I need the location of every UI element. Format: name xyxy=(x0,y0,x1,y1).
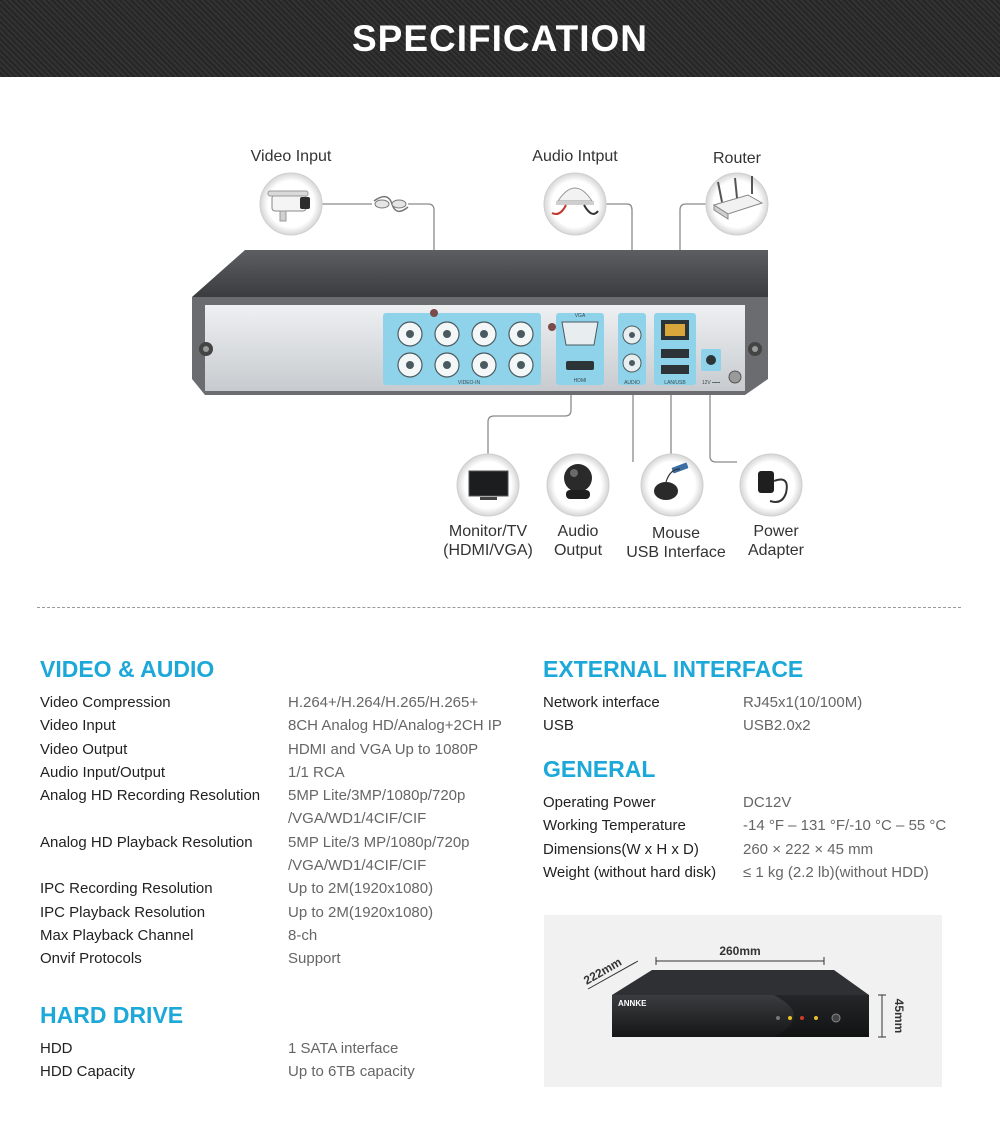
power-label-line1: Power xyxy=(753,523,799,540)
spec-row xyxy=(543,691,963,714)
spec-row xyxy=(543,814,963,837)
external-interface-spec-list xyxy=(543,691,963,738)
camera-icon xyxy=(260,173,322,235)
spec-key: IPC Playback Resolution xyxy=(40,903,206,921)
spec-key: HDD xyxy=(40,1040,73,1057)
audio-output-label xyxy=(533,522,623,560)
audio-port-label: AUDIO xyxy=(624,380,640,386)
section-divider xyxy=(37,607,961,608)
spec-row xyxy=(40,784,520,831)
general-title: GENERAL xyxy=(543,756,656,782)
page-title: SPECIFICATION xyxy=(352,17,648,59)
spec-key: Video Input xyxy=(40,717,116,735)
audio-input-label: Audio Intput xyxy=(532,148,618,165)
spec-key: Network interface xyxy=(543,694,660,711)
video-audio-title: VIDEO & AUDIO xyxy=(40,656,215,682)
spec-value: RJ45x1(10/100M) xyxy=(743,694,863,711)
spec-value: 8CH Analog HD/Analog+2CH IP xyxy=(288,717,502,735)
spec-value: 5MP Lite/3MP/1080p/720p /VGA/WD1/4CIF/CIF xyxy=(288,787,466,828)
spec-row xyxy=(40,901,520,924)
spec-row xyxy=(40,714,520,737)
spec-key: HDD Capacity xyxy=(40,1063,136,1081)
connection-diagram xyxy=(0,77,1000,597)
spec-row xyxy=(543,838,963,861)
spec-value: Up to 2M(1920x1080) xyxy=(288,880,434,898)
spec-row xyxy=(40,761,520,784)
spec-key: IPC Recording Resolution xyxy=(40,880,213,898)
spec-value: -14 °F – 131 °F/-10 °C – 55 °C xyxy=(743,817,947,835)
spec-key: Weight (without hard disk) xyxy=(543,863,717,881)
power-label xyxy=(731,522,821,560)
speaker-icon xyxy=(547,454,609,516)
spec-row xyxy=(40,924,520,947)
mouse-label-line1: Mouse xyxy=(651,525,701,542)
audio-output-label-line2: Output xyxy=(553,542,603,559)
brand-logo: ANNKE xyxy=(618,999,647,1008)
spec-key: Onvif Protocols xyxy=(40,950,142,968)
dvr-rear-view xyxy=(192,250,768,395)
spec-value: ≤ 1 kg (2.2 lb)(without HDD) xyxy=(743,863,929,881)
spec-row xyxy=(40,877,520,900)
depth-dimension-label: 222mm xyxy=(581,954,625,988)
microphone-icon xyxy=(544,173,606,235)
power-adapter-icon xyxy=(740,454,802,516)
hdmi-port-label: HDMI xyxy=(573,378,587,384)
spec-key: Analog HD Playback Resolution xyxy=(40,833,253,851)
spec-row xyxy=(40,691,520,714)
audio-output-label-line1: Audio xyxy=(557,523,599,540)
spec-key: Max Playback Channel xyxy=(40,926,194,944)
vga-port-label: VGA xyxy=(574,313,586,319)
spec-key: Analog HD Recording Resolution xyxy=(40,787,261,805)
spec-value: 5MP Lite/3 MP/1080p/720p /VGA/WD1/4CIF/CIF xyxy=(288,833,470,875)
spec-value: USB2.0x2 xyxy=(743,717,811,735)
spec-value: 260 × 222 × 45 mm xyxy=(743,840,874,858)
spec-key: Video Output xyxy=(40,740,128,758)
video-audio-spec-list xyxy=(40,691,520,971)
spec-key: Video Compression xyxy=(40,694,171,711)
spec-row xyxy=(40,1037,520,1060)
spec-row xyxy=(543,791,963,814)
power-label-line2: Adapter xyxy=(747,542,805,559)
spec-value: 8-ch xyxy=(288,926,318,944)
spec-value: Support xyxy=(288,950,341,968)
general-spec-list xyxy=(543,791,963,884)
external-interface-title: EXTERNAL INTERFACE xyxy=(543,656,804,682)
spec-row xyxy=(40,1060,520,1083)
spec-row xyxy=(543,714,963,737)
video-input-label: Video Input xyxy=(250,148,332,165)
spec-value: HDMI and VGA Up to 1080P xyxy=(288,740,479,758)
spec-key: Working Temperature xyxy=(543,817,686,835)
spec-value: DC12V xyxy=(743,794,792,811)
mouse-label xyxy=(611,524,741,562)
dvr-front-illustration xyxy=(544,915,942,1087)
spec-row xyxy=(40,947,520,970)
router-label: Router xyxy=(712,150,762,167)
spec-key: Operating Power xyxy=(543,794,656,811)
spec-value: 1 SATA interface xyxy=(288,1040,399,1057)
lan-usb-port-label: LAN/USB xyxy=(664,380,686,386)
spec-value: Up to 2M(1920x1080) xyxy=(288,903,434,921)
hard-drive-title: HARD DRIVE xyxy=(40,1002,184,1028)
mouse-label-line2: USB Interface xyxy=(626,544,726,561)
dvr-rear-panel-illustration xyxy=(0,77,1000,597)
spec-row xyxy=(40,831,520,878)
bnc-cable-icon xyxy=(374,197,408,212)
router-icon xyxy=(706,173,768,235)
hard-drive-spec-list xyxy=(40,1037,520,1084)
spec-row xyxy=(40,738,520,761)
video-in-port-label: VIDEO-IN xyxy=(457,380,481,386)
monitor-label-line2: (HDMI/VGA) xyxy=(443,542,533,559)
height-dimension-label: 45mm xyxy=(892,998,906,1034)
product-dimension-image xyxy=(544,915,942,1087)
spec-key: Dimensions(W x H x D) xyxy=(543,840,699,858)
spec-value: H.264+/H.264/H.265/H.265+ xyxy=(288,694,479,711)
spec-value: 1/1 RCA xyxy=(288,763,345,781)
spec-key: Audio Input/Output xyxy=(40,763,166,781)
spec-key: USB xyxy=(543,717,574,735)
spec-row xyxy=(543,861,963,884)
spec-value: Up to 6TB capacity xyxy=(288,1063,415,1081)
monitor-icon xyxy=(457,454,519,516)
monitor-label xyxy=(428,522,548,560)
header-banner xyxy=(0,0,1000,77)
mouse-icon xyxy=(641,454,703,516)
width-dimension-label: 260mm xyxy=(719,944,761,958)
dc-port-label: 12V ⎓⎓ xyxy=(701,380,721,386)
monitor-label-line1: Monitor/TV xyxy=(448,523,528,540)
